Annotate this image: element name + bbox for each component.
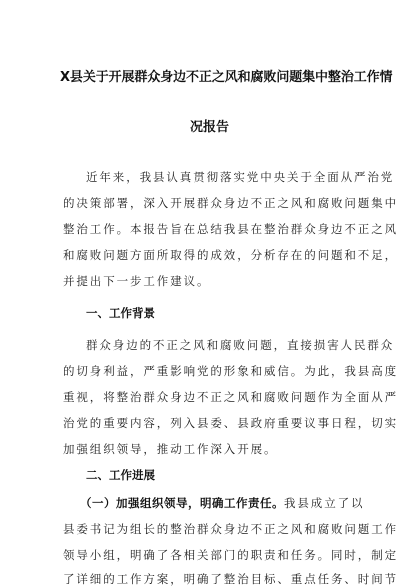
document-title-line-1: X县关于开展群众身边不正之风和腐败问题集中整治工作情 — [60, 70, 393, 85]
section-1-line-1: 群众身边的不正之风和腐败问题，直接损害人民群众 — [86, 338, 395, 352]
section-2-line-4: 了详细的工作方案，明确了整治目标、重点任务、时间节 — [63, 572, 398, 586]
section-1-line-2: 的切身利益，严重影响党的形象和威信。为此，我县高度 — [63, 364, 398, 378]
subsection-text: 我县成立了以 — [284, 496, 365, 510]
section-2-line-2: 县委书记为组长的整治群众身边不正之风和腐败问题工作 — [63, 522, 398, 536]
subsection-heading: （一）加强组织领导，明确工作责任。 — [80, 496, 284, 510]
intro-line-4: 和腐败问题方面所取得的成效，分析存在的问题和不足， — [63, 248, 398, 262]
intro-line-1: 近年来，我县认真贯彻落实党中央关于全面从严治党 — [86, 170, 395, 184]
section-1-heading: 一、工作背景 — [86, 306, 155, 320]
section-1-line-3: 重视，将整治群众身边不正之风和腐败问题作为全面从严 — [63, 390, 398, 404]
section-2-line-3: 领导小组，明确了各相关部门的职责和任务。同时，制定 — [63, 548, 398, 562]
section-1-line-4: 治党的重要内容，列入县委、县政府重要议事日程，切实 — [63, 416, 398, 430]
section-1-line-5: 加强组织领导，推动工作深入开展。 — [63, 442, 278, 456]
intro-line-5: 并提出下一步工作建议。 — [63, 274, 211, 288]
intro-line-3: 整治工作。本报告旨在总结我县在整治群众身边不正之风 — [63, 222, 398, 236]
intro-line-2: 的决策部署，深入开展群众身边不正之风和腐败问题集中 — [63, 196, 398, 210]
section-2-heading: 二、工作进展 — [86, 468, 155, 482]
document-title-line-2: 况报告 — [190, 120, 230, 135]
section-2-subsection-line — [80, 496, 380, 510]
